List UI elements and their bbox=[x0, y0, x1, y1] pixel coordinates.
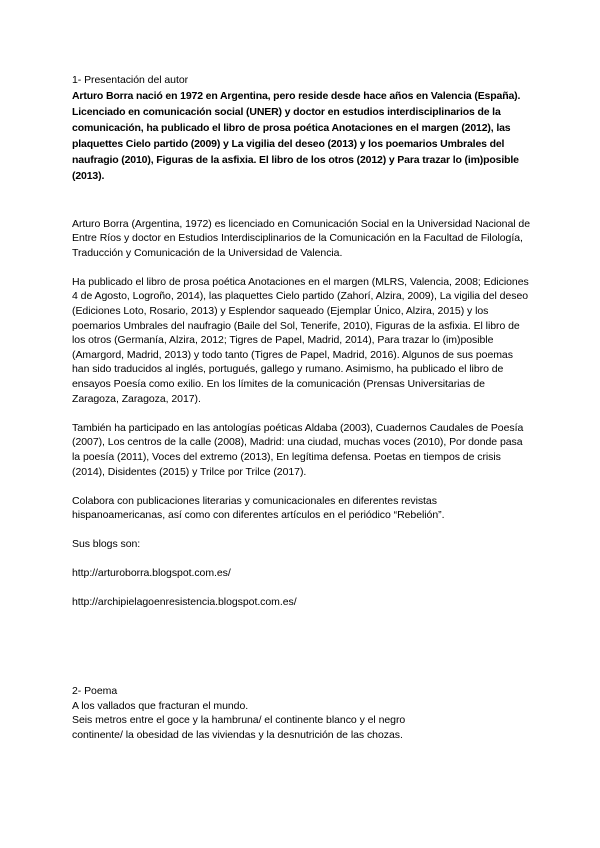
poem-line: A los vallados que fracturan el mundo. bbox=[72, 699, 249, 712]
bio-paragraph-1: Arturo Borra (Argentina, 1972) es licenciado en Comunicación Social en la Universidad Nacional de Entre Ríos y doctor en Estudios Interdisciplinarios de la Comunicación en la Facultad de Filología, Traducción y Comunicación de la Universidad de Valencia. bbox=[72, 217, 530, 259]
bio-paragraph-3: También ha participado en las antologías poéticas Aldaba (2003), Cuadernos Caudales de Poesía (2007), Los centros de la calle (2008), Madrid: una ciudad, muchas voces (2010), Por donde pasa la poesía (2011), Voces del extremo (2013), En legítima defensa. Poetas en tiempos de crisis (2014), Disidentes (2015) y Trilce por Trilce (2017). bbox=[72, 421, 524, 478]
bio-paragraph-4: Colabora con publicaciones literarias y comunicacionales en diferentes revistas hispanoamericanas, así como con diferentes artículos en el periódico “Rebelión”. bbox=[72, 494, 445, 522]
blog-link-arturoborra[interactable]: http://arturoborra.blogspot.com.es/ bbox=[72, 567, 231, 580]
poem-line: continente/ la obesidad de las viviendas y la desnutrición de las chozas. bbox=[72, 728, 403, 741]
spacer bbox=[72, 184, 532, 217]
spacer bbox=[72, 581, 532, 596]
spacer bbox=[72, 552, 532, 567]
spacer bbox=[72, 406, 532, 421]
poem-line: Seis metros entre el goce y la hambruna/ el continente blanco y el negro bbox=[72, 714, 406, 727]
document-content bbox=[72, 73, 532, 742]
spacer bbox=[72, 479, 532, 494]
bio-paragraph-2: Ha publicado el libro de prosa poética Anotaciones en el margen (MLRS, Valencia, 2008; Ediciones 4 de Agosto, Logroño, 2014), las plaquettes Cielo partido (Zahorí, Alzira, 2009), La vigilia del deseo (Ediciones Loto, Rosario, 2013) y Esplendor saqueado (Ejemplar Único, Alzira, 2015) y los poemarios Umbrales del naufragio (Baile del Sol, Tenerife, 2010), Figuras de la asfixia. El libro de los otros (Germanía, Alzira, 2012; Tigres de Papel, Madrid, 2014), Para trazar lo (im)posible (Amargord, Madrid, 2013) y todo tanto (Tigres de Papel, Madrid, 2016). Algunos de sus poemas han sido traducidos al inglés, portugués, gallego y rumano. Asimismo, ha publicado el libro de ensayos Poesía como exilio. En los límites de la comunicación (Prensas Universitarias de Zaragoza, Zaragoza, 2017). bbox=[72, 275, 529, 405]
section-2-heading: 2- Poema bbox=[72, 685, 118, 698]
blogs-label: Sus blogs son: bbox=[72, 538, 141, 551]
spacer bbox=[72, 260, 532, 275]
section-1-heading: 1- Presentación del autor bbox=[72, 74, 189, 86]
spacer bbox=[72, 523, 532, 538]
blog-link-archipielago[interactable]: http://archipielagoenresistencia.blogspot.com.es/ bbox=[72, 596, 297, 609]
spacer bbox=[72, 610, 532, 684]
author-intro-bold: Arturo Borra nació en 1972 en Argentina, pero reside desde hace años en Valencia (España). Licenciado en comunicación social (UNER) y doctor en estudios interdisciplinarios de la comunicación, ha publicado el libro de prosa poética Anotaciones en el margen (2012), las plaquettes Cielo partido (2009) y La vigilia del deseo (2013) y los poemarios Umbrales del naufragio (2010), Figuras de la asfixia. El libro de los otros (2012) y Para trazar lo (im)posible (2013). bbox=[72, 89, 521, 182]
